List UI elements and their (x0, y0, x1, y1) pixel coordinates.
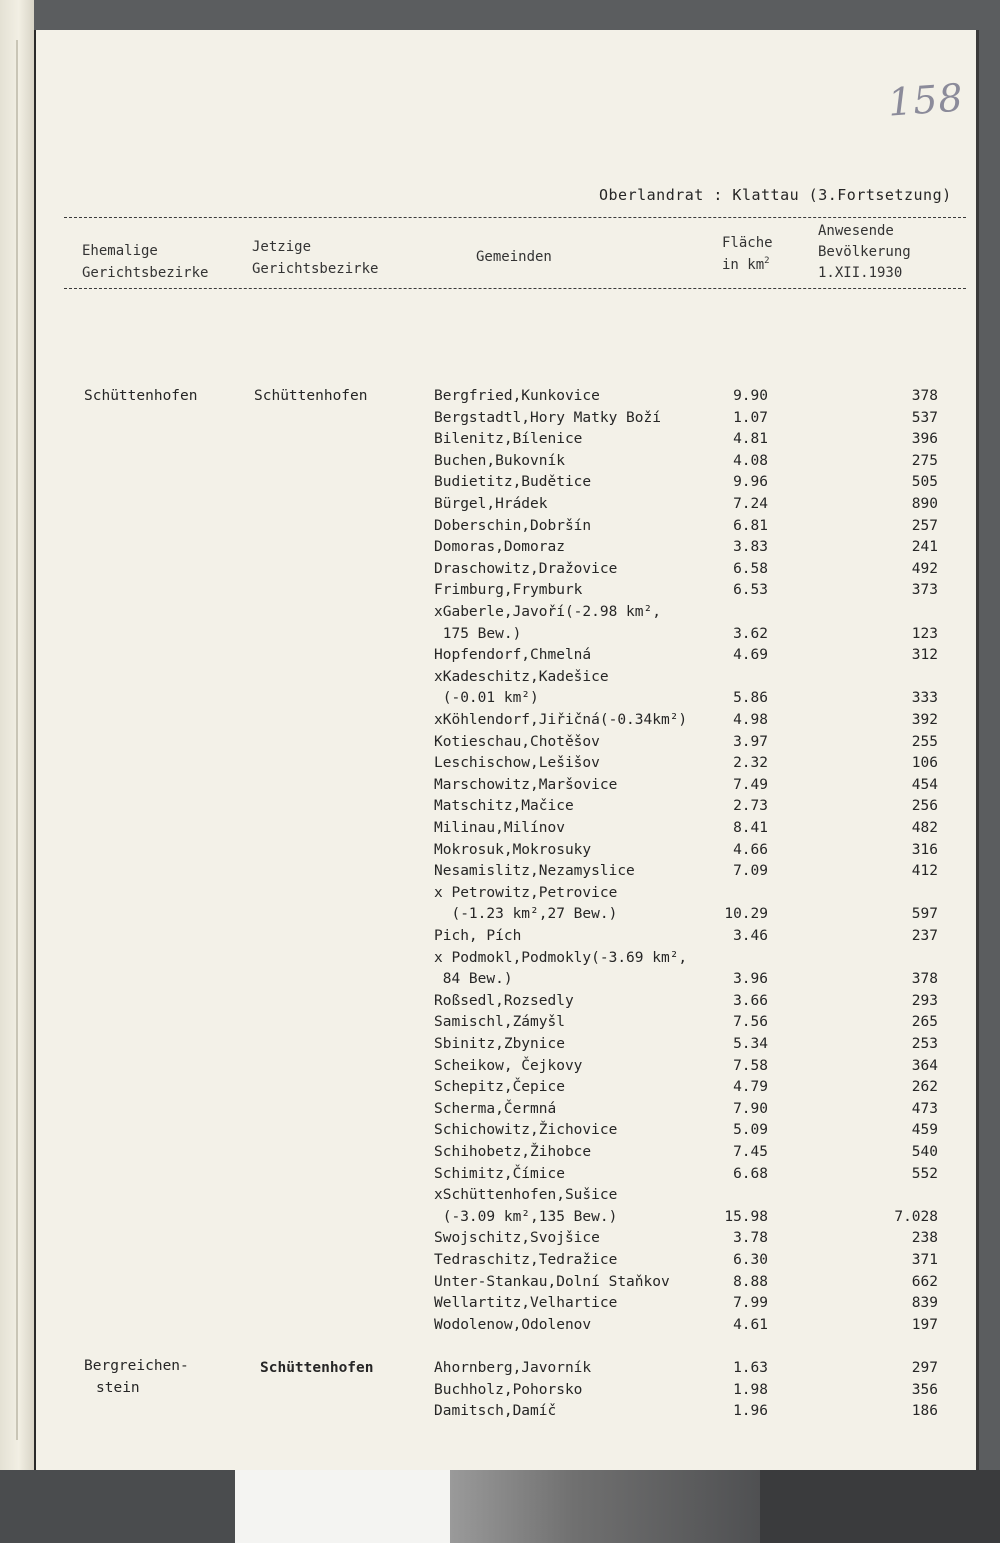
col-area-line2 (722, 256, 770, 274)
population-value: 265 (911, 1014, 938, 1031)
population-value: 839 (911, 1295, 938, 1312)
municipality-name: (-0.01 km²) (434, 690, 539, 707)
area-value: 7.90 (733, 1100, 768, 1117)
population-value: 186 (911, 1403, 938, 1420)
municipality-name: Tedraschitz,Tedražice (434, 1252, 618, 1268)
population-value: 293 (911, 992, 938, 1009)
municipality-name: Samischl,Zámyšl (434, 1014, 565, 1031)
area-value: 6.58 (733, 560, 768, 577)
population-value: 597 (911, 906, 938, 923)
page-heading: Oberlandrat : Klattau (3.Fortsetzung) (599, 186, 952, 204)
population-value: 316 (911, 841, 938, 858)
population-value: 890 (911, 496, 938, 512)
area-value: 4.61 (733, 1316, 768, 1333)
col-population-line2: Bevölkerung (818, 244, 911, 260)
district-former-cont: stein (96, 1380, 140, 1396)
col-former-line1: Ehemalige (82, 243, 158, 259)
area-value: 4.69 (733, 647, 768, 664)
population-value: 262 (911, 1079, 938, 1096)
municipality-name: x Petrowitz,Petrovice (434, 884, 618, 901)
municipality-name: Sbinitz,Zbynice (434, 1036, 565, 1052)
municipality-name: Draschowitz,Dražovice (434, 560, 618, 577)
population-value: 371 (911, 1252, 938, 1268)
col-former-line2: Gerichtsbezirke (82, 265, 209, 281)
municipality-name: Marschowitz,Maršovice (434, 776, 618, 793)
municipality-name: x Podmokl,Podmokly(-3.69 km², (434, 949, 688, 966)
population-value: 492 (911, 560, 938, 577)
area-value: 7.45 (733, 1144, 768, 1160)
population-value: 396 (911, 431, 938, 448)
municipality-name: Schimitz,Čímice (434, 1165, 565, 1182)
col-area-unit: in km (722, 257, 765, 273)
municipality-name: Doberschin,Dobršín (434, 517, 592, 534)
book-spine (0, 0, 34, 1470)
population-value: 356 (911, 1381, 938, 1398)
municipality-name: Unter-Stankau,Dolní Staňkov (434, 1273, 670, 1290)
district-current: Schüttenhofen (260, 1360, 374, 1376)
municipality-name: Buchholz,Pohorsko (434, 1381, 583, 1398)
scan-strip-dark (760, 1470, 1000, 1543)
municipality-name: Roßsedl,Rozsedly (434, 992, 574, 1009)
col-current-line2: Gerichtsbezirke (252, 261, 379, 277)
population-value: 312 (911, 647, 938, 664)
municipality-name: Hopfendorf,Chmelná (434, 647, 592, 664)
municipality-name: Scherma,Čermná (434, 1100, 557, 1117)
area-value: 2.32 (733, 755, 768, 772)
population-value: 238 (911, 1230, 938, 1247)
col-population-line3: 1.XII.1930 (818, 265, 903, 281)
area-value: 1.96 (733, 1403, 768, 1420)
municipality-name: Buchen,Bukovník (434, 452, 565, 469)
area-value: 7.56 (733, 1014, 768, 1031)
municipality-name: Leschischow,Lešišov (434, 755, 600, 772)
municipality-name: Budietitz,Budětice (434, 474, 592, 491)
population-value: 412 (911, 863, 938, 880)
municipality-name: Scheikow, Čejkovy (434, 1057, 583, 1074)
area-value: 7.58 (733, 1057, 768, 1074)
area-value: 4.81 (733, 431, 768, 448)
header-rule-top (64, 217, 966, 218)
area-value: 3.66 (733, 992, 768, 1009)
population-value: 459 (911, 1122, 938, 1139)
area-value: 3.83 (733, 539, 768, 556)
population-value: 237 (911, 928, 938, 944)
municipality-name: xKadeschitz,Kadešice (434, 668, 609, 685)
area-value: 4.66 (733, 841, 768, 858)
area-value: 6.53 (733, 582, 768, 599)
population-value: 537 (911, 409, 938, 426)
population-value: 297 (911, 1360, 938, 1376)
population-value: 333 (911, 690, 938, 707)
document-page (34, 30, 979, 1470)
population-value: 255 (911, 733, 938, 750)
district-former: Schüttenhofen (84, 388, 198, 404)
municipality-name: Schihobetz,Žihobce (434, 1144, 592, 1160)
municipality-name: 175 Bew.) (434, 625, 522, 642)
population-value: 275 (911, 452, 938, 469)
population-value: 106 (911, 755, 938, 772)
population-value: 257 (911, 517, 938, 534)
area-value: 8.88 (733, 1273, 768, 1290)
col-area-exponent: 2 (764, 256, 770, 266)
area-value: 4.98 (733, 712, 768, 728)
area-value: 6.68 (733, 1165, 768, 1182)
district-former: Bergreichen- (84, 1358, 189, 1374)
population-value: 253 (911, 1036, 938, 1052)
district-current: Schüttenhofen (254, 388, 368, 404)
area-value: 2.73 (733, 798, 768, 815)
header-rule-bottom (64, 288, 966, 289)
population-value: 378 (911, 388, 938, 404)
municipality-name: Bilenitz,Bílenice (434, 431, 583, 448)
municipality-name: Schichowitz,Žichovice (434, 1122, 618, 1139)
area-value: 9.96 (733, 474, 768, 491)
area-value: 3.97 (733, 733, 768, 750)
area-value: 3.78 (733, 1230, 768, 1247)
municipality-name: xKöhlendorf,Jiřičná(-0.34km²) (434, 712, 688, 728)
municipality-name: Ahornberg,Javorník (434, 1360, 592, 1376)
municipality-name: 84 Bew.) (434, 971, 513, 988)
population-value: 7.028 (894, 1208, 938, 1225)
population-value: 241 (911, 539, 938, 556)
population-value: 473 (911, 1100, 938, 1117)
municipality-name: (-3.09 km²,135 Bew.) (434, 1208, 618, 1225)
municipality-name: Bürgel,Hrádek (434, 496, 548, 512)
population-value: 378 (911, 971, 938, 988)
municipality-name: Pich, Pích (434, 928, 522, 944)
municipality-name: (-1.23 km²,27 Bew.) (434, 906, 618, 923)
population-value: 552 (911, 1165, 938, 1182)
col-current-line1: Jetzige (252, 239, 312, 255)
area-value: 10.29 (724, 906, 768, 923)
area-value: 4.79 (733, 1079, 768, 1096)
area-value: 3.62 (733, 625, 768, 642)
municipality-name: Bergstadtl,Hory Matky Boží (434, 409, 661, 426)
population-value: 482 (911, 820, 938, 836)
area-value: 15.98 (724, 1208, 768, 1225)
municipality-name: xSchüttenhofen,Sušice (434, 1187, 618, 1204)
col-population-line1: Anwesende (818, 223, 894, 239)
population-value: 256 (911, 798, 938, 815)
area-value: 1.98 (733, 1381, 768, 1398)
col-municipalities: Gemeinden (476, 249, 552, 265)
area-value: 7.49 (733, 776, 768, 793)
area-value: 6.81 (733, 517, 768, 534)
page-number: 158 (886, 75, 965, 125)
col-area-line1: Fläche (722, 235, 773, 251)
population-value: 373 (911, 582, 938, 599)
population-value: 662 (911, 1273, 938, 1290)
area-value: 4.08 (733, 452, 768, 469)
municipality-name: Frimburg,Frymburk (434, 582, 583, 599)
population-value: 364 (911, 1057, 938, 1074)
area-value: 1.07 (733, 409, 768, 426)
population-value: 392 (911, 712, 938, 728)
area-value: 8.41 (733, 820, 768, 836)
spine-fold (16, 40, 18, 1440)
municipality-name: Wellartitz,Velhartice (434, 1295, 618, 1312)
municipality-name: Wodolenow,Odolenov (434, 1316, 592, 1333)
population-value: 197 (911, 1316, 938, 1333)
municipality-name: Milinau,Milínov (434, 820, 565, 836)
scan-strip-gray (450, 1470, 760, 1543)
area-value: 5.86 (733, 690, 768, 707)
population-value: 505 (911, 474, 938, 491)
area-value: 9.90 (733, 388, 768, 404)
municipality-name: Bergfried,Kunkovice (434, 388, 600, 404)
municipality-name: Nesamislitz,Nezamyslice (434, 863, 635, 880)
area-value: 7.99 (733, 1295, 768, 1312)
population-value: 454 (911, 776, 938, 793)
scan-strip-white (235, 1470, 450, 1543)
municipality-name: xGaberle,Javoří(-2.98 km², (434, 604, 670, 620)
area-value: 6.30 (733, 1252, 768, 1268)
municipality-name: Mokrosuk,Mokrosuky (434, 841, 592, 858)
municipality-name: Schepitz,Čepice (434, 1079, 565, 1096)
area-value: 3.96 (733, 971, 768, 988)
population-value: 123 (911, 625, 938, 642)
area-value: 3.46 (733, 928, 768, 944)
municipality-name: Damitsch,Damíč (434, 1403, 557, 1420)
area-value: 7.24 (733, 496, 768, 512)
area-value: 5.34 (733, 1036, 768, 1052)
area-value: 7.09 (733, 863, 768, 880)
population-value: 540 (911, 1144, 938, 1160)
municipality-name: Domoras,Domoraz (434, 539, 565, 556)
area-value: 5.09 (733, 1122, 768, 1139)
municipality-name: Matschitz,Mačice (434, 798, 574, 815)
scan-background (0, 1470, 1000, 1543)
area-value: 1.63 (733, 1360, 768, 1376)
municipality-name: Swojschitz,Svojšice (434, 1230, 600, 1247)
municipality-name: Kotieschau,Chotěšov (434, 733, 600, 750)
